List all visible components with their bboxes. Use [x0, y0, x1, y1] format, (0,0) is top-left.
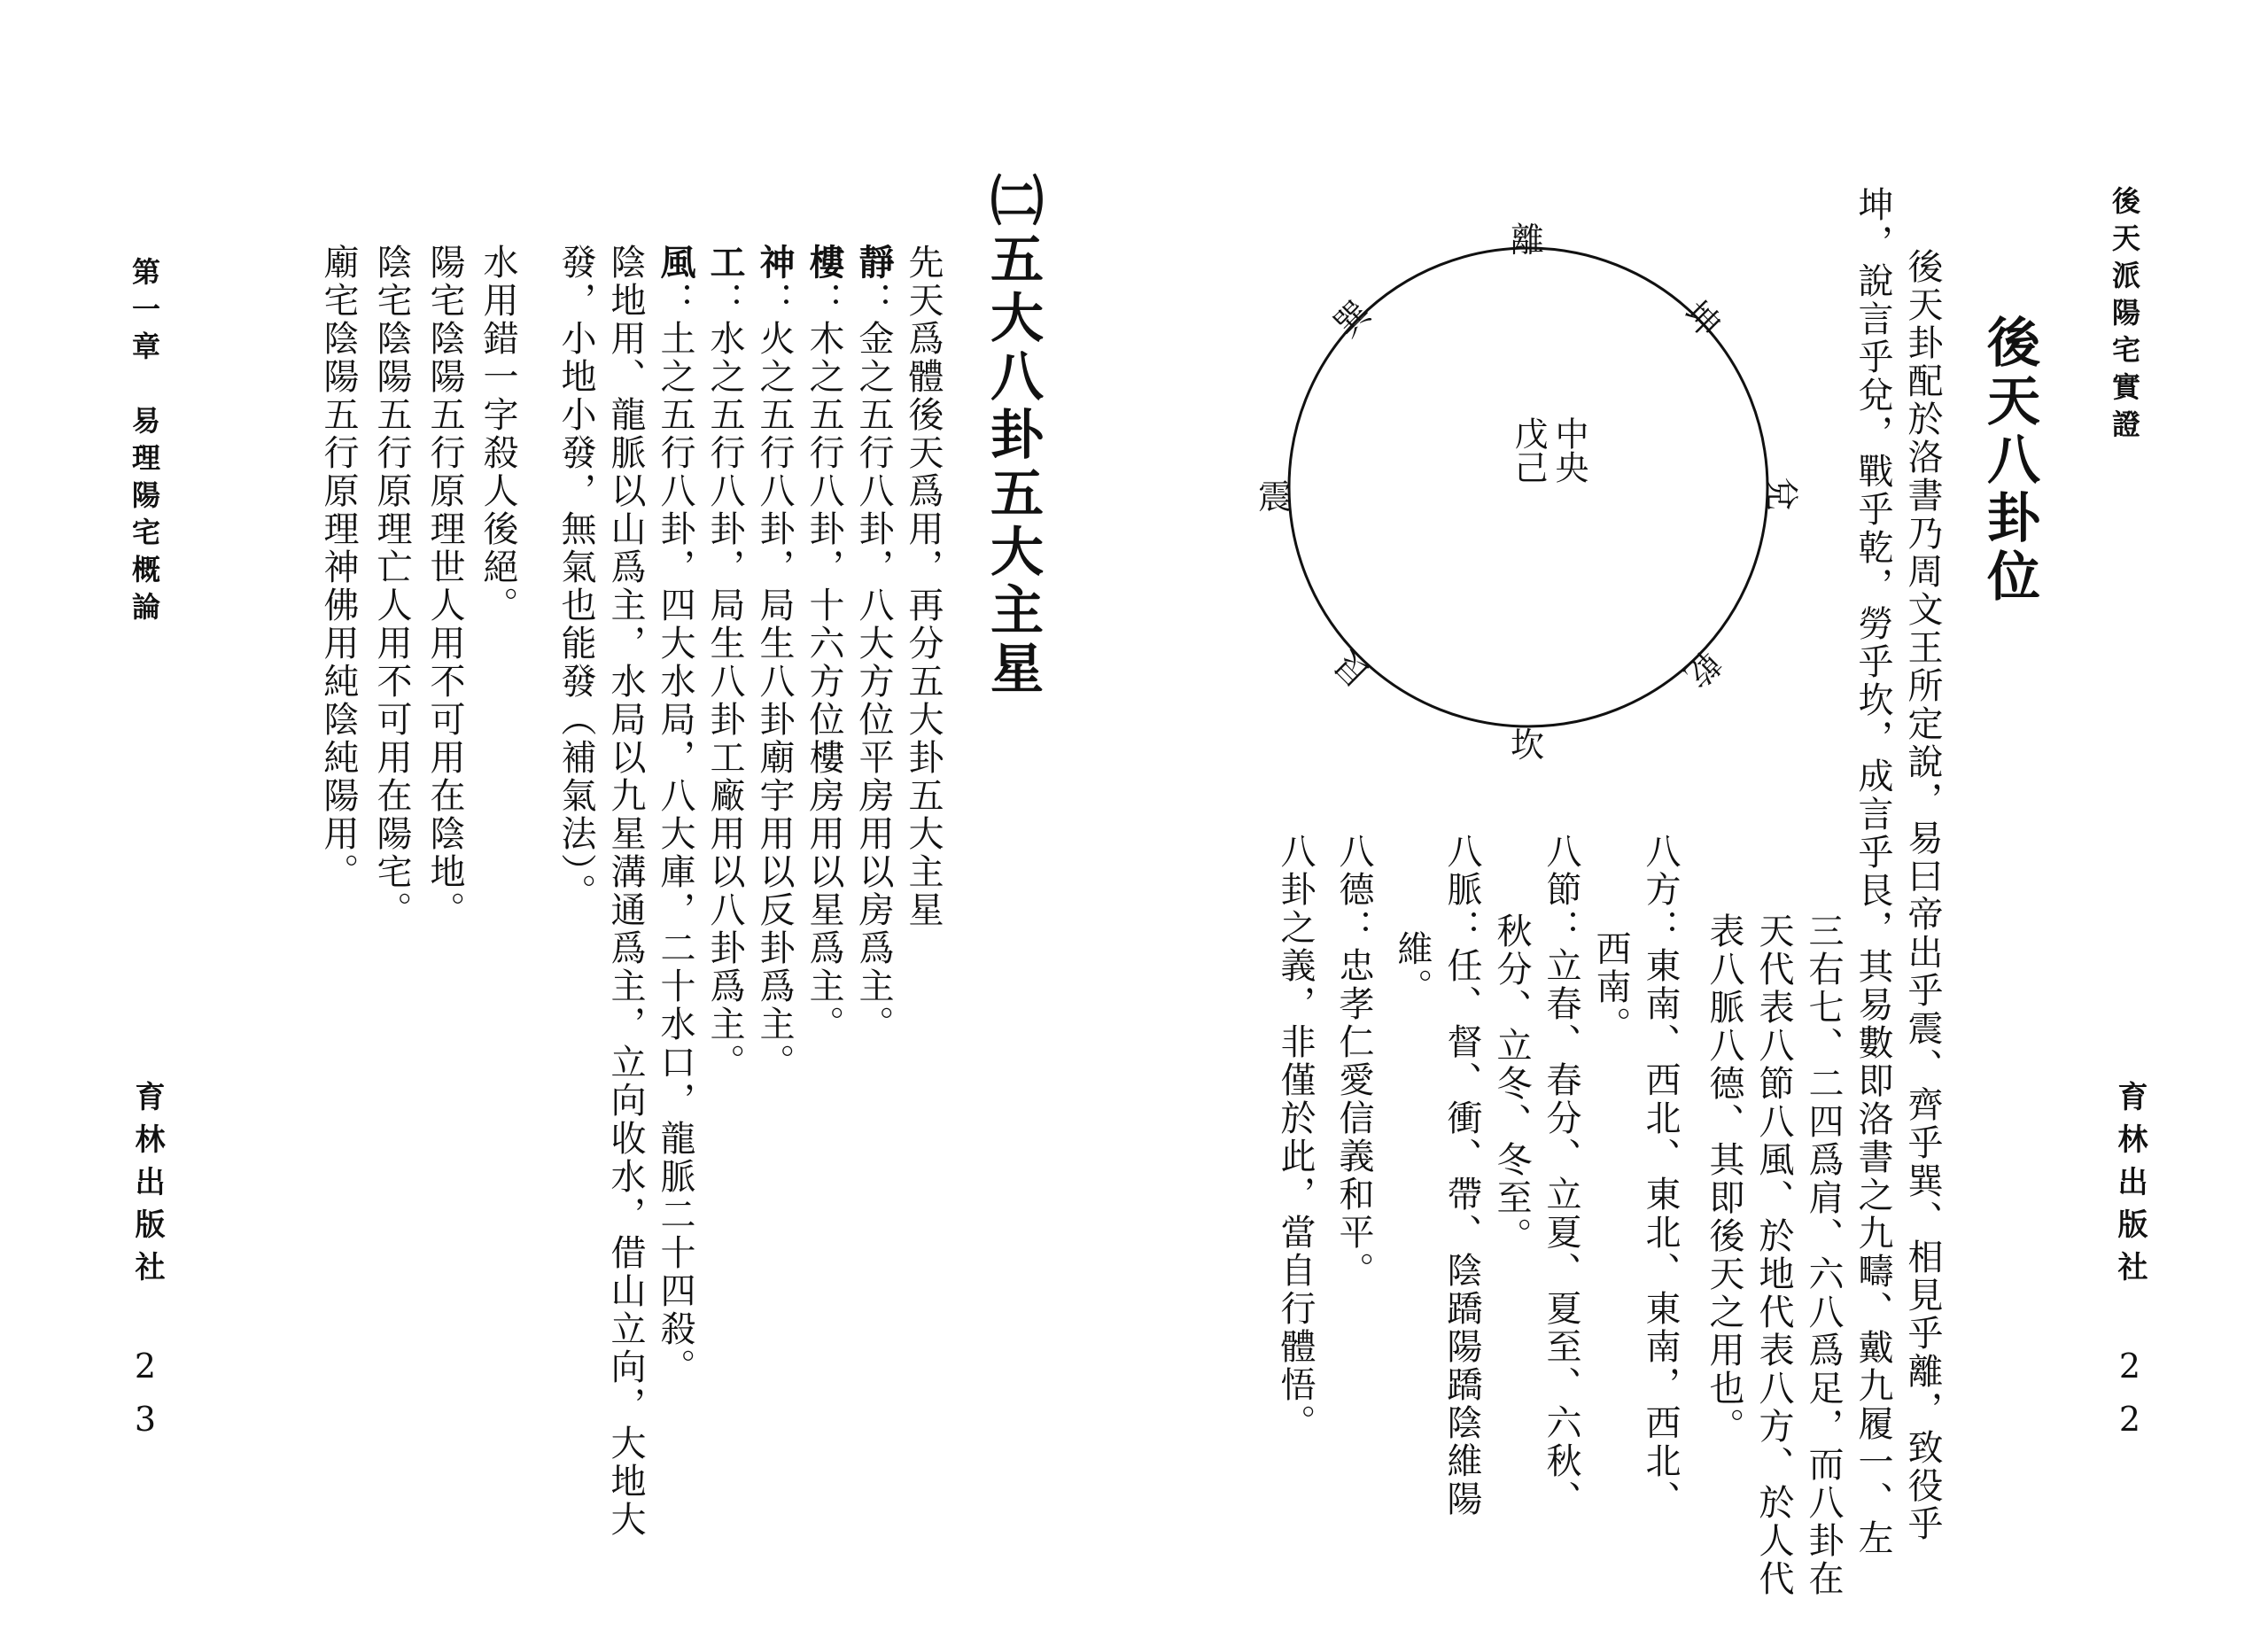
column-keyword: 樓 — [804, 244, 845, 282]
text-column: 秋分、立冬、冬至。 — [1491, 912, 1532, 1255]
text-column: 西南。 — [1590, 930, 1631, 1044]
text-column — [372, 244, 411, 929]
text-column: 八節：立春、春分、立夏、夏至、六秋、 — [1541, 833, 1581, 1518]
label-gen: 艮 — [1326, 643, 1379, 695]
center-line1: 中央 — [1550, 416, 1588, 484]
column-text: 先天爲體後天爲用，再分五大卦五大主星 — [903, 244, 944, 929]
label-zhen: 震 — [1258, 477, 1293, 516]
column-text: 廟宅陰陽五行原理神佛用純陰純陽用。 — [318, 244, 359, 891]
column-keyword: 靜 — [853, 244, 895, 282]
text-column — [904, 244, 943, 929]
column-keyword: 風 — [655, 244, 696, 282]
text-column: 八德：忠孝仁愛信義和平。 — [1333, 833, 1374, 1290]
column-text: 陽宅陰陽五行原理世人用不可用在陰地。 — [424, 244, 465, 929]
column-text: 陰地用、龍脈以山爲主，水局以九星溝通爲主，立向收水，借山立向，大地大 — [605, 244, 646, 1539]
label-kun: 坤 — [1676, 292, 1728, 345]
label-li: 離 — [1511, 221, 1545, 260]
text-column — [606, 244, 645, 1539]
text-column — [854, 244, 893, 1044]
chapter-footer: 第一章 易理陽宅概論 — [128, 257, 161, 629]
center-line2: 戊己 — [1509, 416, 1548, 484]
page-number: 22 — [2110, 1347, 2149, 1453]
label-xun: 巽 — [1326, 292, 1379, 345]
column-text: ：火之五行八卦，局生八卦廟宇用以反卦爲主。 — [754, 282, 795, 1082]
text-column — [705, 244, 744, 1082]
text-column: 三右七、二四爲肩、六八爲足，而八卦在 — [1803, 912, 1844, 1598]
publisher-imprint: 育林出版社 — [2112, 1081, 2148, 1293]
page-number: 23 — [126, 1347, 165, 1453]
column-text: ：木之五行八卦，十六方位樓房用以星爲主。 — [804, 282, 844, 1044]
text-column: 天代表八節八風、於地代表八方、於人代 — [1753, 912, 1794, 1598]
column-text: 水用錯一字殺人後絕。 — [478, 244, 518, 625]
text-column: 八卦之義，非僅於此，當自行體悟。 — [1275, 833, 1316, 1442]
publisher-imprint: 育林出版社 — [129, 1081, 165, 1293]
label-dui: 兌 — [1761, 477, 1801, 511]
column-keyword: 工 — [704, 244, 746, 282]
text-column: 坤，說言乎兌，戰乎乾，勞乎坎，成言乎艮，其易數即洛書之九疇、戴九履一、左 — [1852, 186, 1893, 1557]
column-text: ：土之五行八卦，四大水局，八大庫，二十水口，龍脈二十四殺。 — [655, 282, 695, 1386]
column-text: ：水之五行八卦，局生八卦工廠用以八卦爲主。 — [704, 282, 745, 1082]
text-column — [656, 244, 695, 1386]
label-qian: 乾 — [1676, 643, 1728, 695]
column-text: ：金之五行八卦，八大方位平房用以房爲主。 — [853, 282, 894, 1044]
text-column: 八方：東南、西北、東北、東南，西北、 — [1640, 833, 1681, 1518]
text-column: 後天卦配於洛書乃周文王所定說，易曰帝出乎震、齊乎巽、相見乎離，致役乎 — [1902, 248, 1943, 1543]
text-column — [425, 244, 464, 929]
column-keyword: 神 — [754, 244, 796, 282]
center-label — [1508, 416, 1589, 576]
text-column: 表八脈八德、其即後天之用也。 — [1704, 912, 1744, 1446]
column-text: 發，小地小發，無氣也能發（補氣法）。 — [555, 244, 596, 912]
text-column: 維。 — [1392, 930, 1433, 1006]
text-column — [478, 244, 517, 625]
text-column — [804, 244, 843, 1044]
text-column — [556, 244, 595, 912]
section-title: 後天八卦位 — [1978, 314, 2040, 607]
text-column — [755, 244, 794, 1082]
bagua-diagram — [1258, 195, 1807, 765]
section-title: ㈡五大八卦五大主星 — [982, 173, 1044, 699]
column-text: 陰宅陰陽五行原理亡人用不可用在陽宅。 — [371, 244, 412, 929]
text-column — [319, 244, 358, 891]
text-column: 八脈：任、督、衝、帶、陰蹻陽蹻陰維陽 — [1441, 833, 1482, 1518]
label-kan: 坎 — [1511, 726, 1545, 765]
running-header: 後天派陽宅實證 — [2108, 186, 2141, 446]
